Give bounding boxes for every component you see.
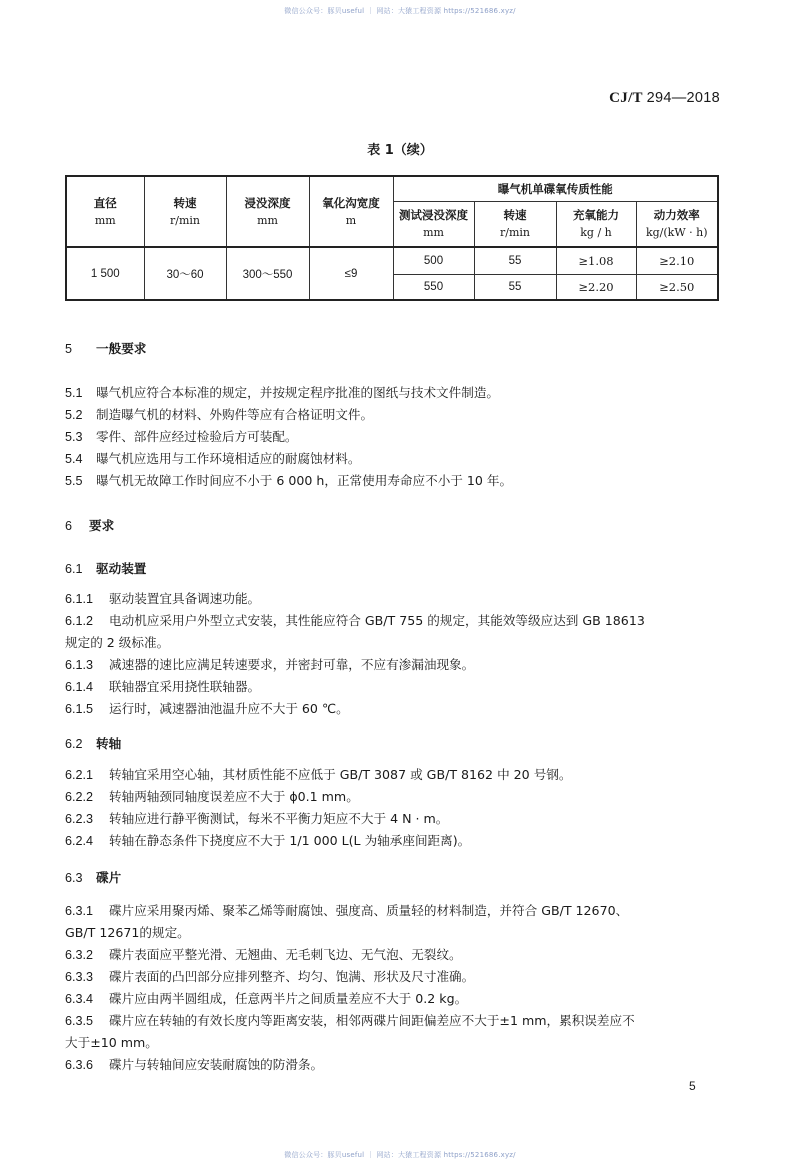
header-oxygen-capacity: 充氧能力 kg / h bbox=[556, 202, 636, 248]
clause-5-4: 5.4 曝气机应选用与工作环境相适应的耐腐蚀材料。 bbox=[65, 451, 361, 466]
cell-power-efficiency: ≥2.10 bbox=[636, 247, 718, 275]
clause-5-1: 5.1 曝气机应符合本标准的规定，并按规定程序批准的图纸与技术文件制造。 bbox=[65, 385, 499, 400]
page-number: 5 bbox=[689, 1079, 696, 1093]
cell-depth: 300～550 bbox=[226, 247, 309, 300]
header-group-oxygen-transfer: 曝气机单碟氧传质性能 bbox=[393, 176, 718, 202]
section-6-3-heading: 6.3 碟片 bbox=[65, 870, 122, 885]
section-5-heading: 5 一般要求 bbox=[65, 341, 147, 356]
clause-6-1-2: 6.1.2 电动机应采用户外型立式安装，其性能应符合 GB/T 755 的规定，其能效等级应达到 GB 18613 bbox=[65, 613, 645, 628]
clause-6-1-1: 6.1.1 驱动装置宜具备调速功能。 bbox=[65, 591, 261, 606]
clause-6-3-5: 6.3.5 碟片应在转轴的有效长度内等距离安装，相邻两碟片间距偏差应不大于±1 mm，累积误差应不 bbox=[65, 1013, 635, 1028]
standard-code bbox=[609, 90, 720, 107]
clause-6-2-4: 6.2.4 转轴在静态条件下挠度应不大于 1/1 000 L(L 为轴承座间距离)。 bbox=[65, 833, 471, 848]
clause-6-3-5-cont: 大于±10 mm。 bbox=[65, 1035, 158, 1050]
clause-5-5: 5.5 曝气机无故障工作时间应不小于 6 000 h，正常使用寿命应不小于 10 年。 bbox=[65, 473, 513, 488]
clause-6-3-4: 6.3.4 碟片应由两半圆组成，任意两半片之间质量差应不大于 0.2 kg。 bbox=[65, 991, 468, 1006]
performance-table bbox=[65, 175, 719, 301]
section-6-1-heading: 6.1 驱动装置 bbox=[65, 561, 147, 576]
clause-6-3-3: 6.3.3 碟片表面的凸凹部分应排列整齐、均匀、饱满、形状及尺寸准确。 bbox=[65, 969, 475, 984]
cell-test-depth: 500 bbox=[393, 247, 474, 275]
clause-5-2: 5.2 制造曝气机的材料、外购件等应有合格证明文件。 bbox=[65, 407, 374, 422]
cell-ditch-width: ≤9 bbox=[309, 247, 393, 300]
standard-prefix: CJ/T bbox=[609, 90, 643, 106]
clause-6-2-3: 6.2.3 转轴应进行静平衡测试，每米不平衡力矩应不大于 4 N · m。 bbox=[65, 811, 449, 826]
clause-6-2-1: 6.2.1 转轴宜采用空心轴，其材质性能不应低于 GB/T 3087 或 GB/T 8162 中 20 号钢。 bbox=[65, 767, 572, 782]
header-power-efficiency: 动力效率 kg/(kW · h) bbox=[636, 202, 718, 248]
clause-6-1-3: 6.1.3 减速器的速比应满足转速要求，并密封可靠，不应有渗漏油现象。 bbox=[65, 657, 475, 672]
section-6-heading: 6 要求 bbox=[65, 518, 115, 533]
cell-test-speed: 55 bbox=[474, 275, 556, 301]
header-diameter: 直径 mm bbox=[66, 176, 144, 247]
clause-6-3-1: 6.3.1 碟片应采用聚丙烯、聚苯乙烯等耐腐蚀、强度高、质量轻的材料制造，并符合 GB/T 12670、 bbox=[65, 903, 629, 918]
clause-6-1-5: 6.1.5 运行时，减速器油池温升应不大于 60 ℃。 bbox=[65, 701, 349, 716]
watermark-top: 微信公众号：豚贝useful ｜ 网站：大猿工程资源 https://521686.xyz/ bbox=[284, 7, 516, 15]
cell-oxygen-capacity: ≥1.08 bbox=[556, 247, 636, 275]
section-6-2-heading: 6.2 转轴 bbox=[65, 736, 122, 751]
cell-speed: 30～60 bbox=[144, 247, 226, 300]
cell-test-depth: 550 bbox=[393, 275, 474, 301]
cell-diameter: 1 500 bbox=[66, 247, 144, 300]
clause-6-3-6: 6.3.6 碟片与转轴间应安装耐腐蚀的防滑条。 bbox=[65, 1057, 324, 1072]
header-ditch-width: 氧化沟宽度 m bbox=[309, 176, 393, 247]
header-test-speed: 转速 r/min bbox=[474, 202, 556, 248]
watermark-bottom: 微信公众号：豚贝useful ｜ 网站：大猿工程资源 https://521686.xyz/ bbox=[284, 1151, 516, 1159]
cell-oxygen-capacity: ≥2.20 bbox=[556, 275, 636, 301]
clause-6-2-2: 6.2.2 转轴两轴颈同轴度误差应不大于 ϕ0.1 mm。 bbox=[65, 789, 359, 804]
table-row bbox=[66, 247, 718, 275]
clause-6-1-2-cont: 规定的 2 级标准。 bbox=[65, 635, 170, 650]
clause-6-3-2: 6.3.2 碟片表面应平整光滑、无翘曲、无毛刺飞边、无气泡、无裂纹。 bbox=[65, 947, 462, 962]
header-test-depth: 测试浸没深度 mm bbox=[393, 202, 474, 248]
cell-power-efficiency: ≥2.50 bbox=[636, 275, 718, 301]
cell-test-speed: 55 bbox=[474, 247, 556, 275]
header-immersion-depth: 浸没深度 mm bbox=[226, 176, 309, 247]
clause-5-3: 5.3 零件、部件应经过检验后方可装配。 bbox=[65, 429, 298, 444]
clause-6-3-1-cont: GB/T 12671的规定。 bbox=[65, 925, 190, 940]
header-speed: 转速 r/min bbox=[144, 176, 226, 247]
clause-6-1-4: 6.1.4 联轴器宜采用挠性联轴器。 bbox=[65, 679, 261, 694]
table-title: 表 1（续） bbox=[367, 143, 433, 158]
standard-number: 294—2018 bbox=[646, 90, 720, 106]
